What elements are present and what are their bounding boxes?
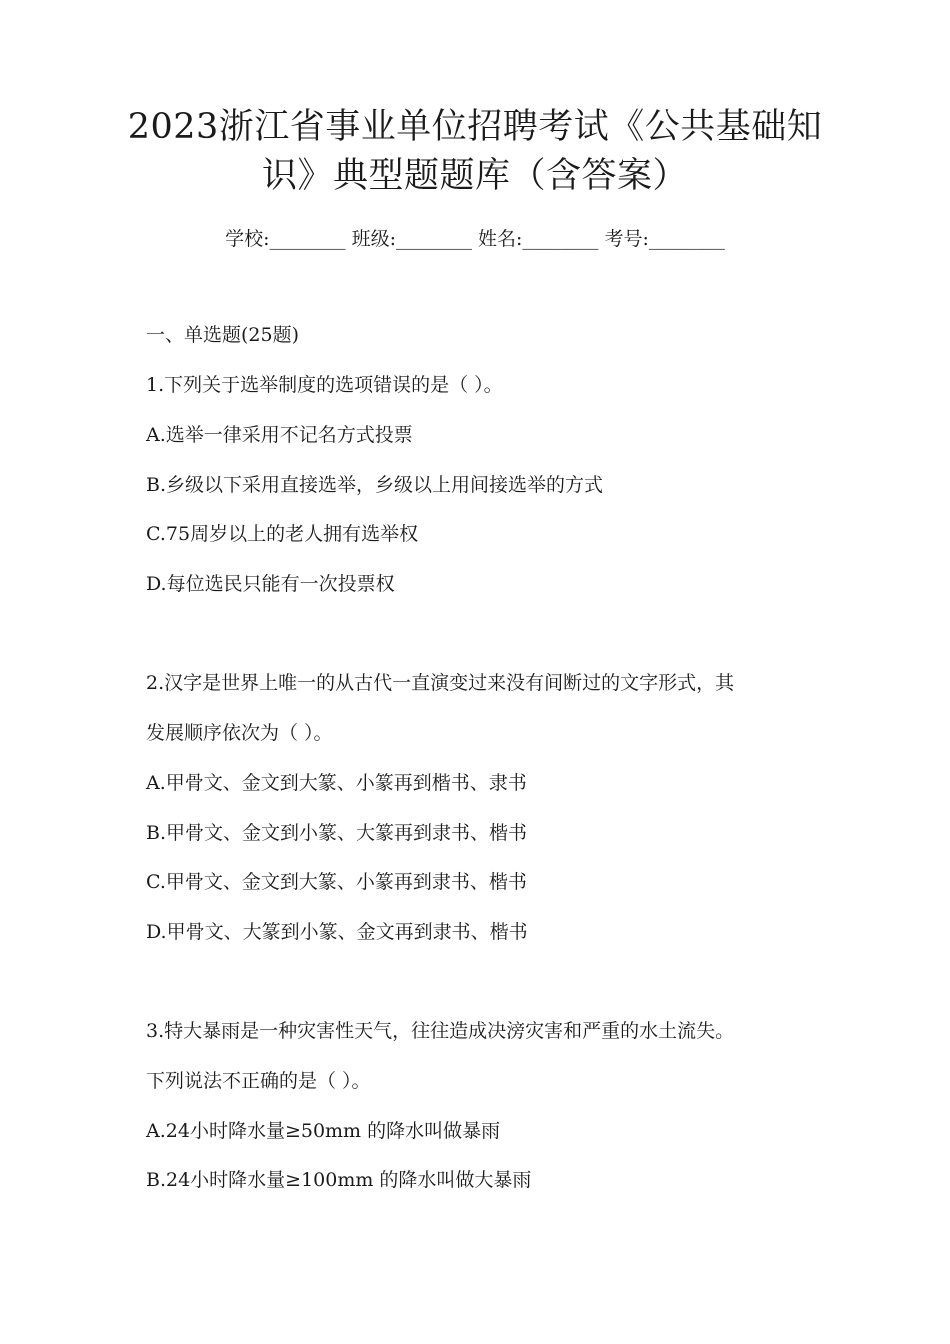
question-1-option-c: C.75周岁以上的老人拥有选举权 (146, 523, 419, 545)
section-heading: 一、单选题(25题) (146, 324, 300, 346)
question-3-option-a: A.24小时降水量≥50mm 的降水叫做暴雨 (146, 1120, 501, 1142)
question-2-option-b: B.甲骨文、金文到小篆、大篆再到隶书、楷书 (146, 822, 528, 844)
question-3-stem-line-2: 下列说法不正确的是（ ）。 (146, 1070, 371, 1092)
question-3-option-b: B.24小时降水量≥100mm 的降水叫做大暴雨 (146, 1169, 532, 1191)
question-1-option-a: A.选举一律采用不记名方式投票 (146, 424, 413, 446)
question-2-stem-line-2: 发展顺序依次为（ ）。 (146, 722, 333, 744)
question-2-option-c: C.甲骨文、金文到大篆、小篆再到隶书、楷书 (146, 871, 527, 893)
question-2-stem-line-1: 2.汉字是世界上唯一的从古代一直演变过来没有间断过的文字形式，其 (146, 672, 735, 694)
student-info-text: 学校:________ 班级:________ 姓名:________ 考号:________ (225, 228, 725, 250)
document-title-line-2: 识》典型题题库（含答案） (261, 156, 688, 196)
question-2-option-d: D.甲骨文、大篆到小篆、金文再到隶书、楷书 (146, 921, 528, 943)
student-info-line (0, 224, 950, 251)
question-3-stem-line-1: 3.特大暴雨是一种灾害性天气，往往造成决滂灾害和严重的水土流失。 (146, 1020, 735, 1042)
question-1-option-d: D.每位选民只能有一次投票权 (146, 573, 395, 595)
document-title-line-1: 2023浙江省事业单位招聘考试《公共基础知 (127, 107, 823, 147)
question-1-stem: 1.下列关于选举制度的选项错误的是（ ）。 (146, 374, 503, 396)
question-1-option-b: B.乡级以下采用直接选举，乡级以上用间接选举的方式 (146, 474, 604, 496)
question-2-option-a: A.甲骨文、金文到大篆、小篆再到楷书、隶书 (146, 772, 527, 794)
